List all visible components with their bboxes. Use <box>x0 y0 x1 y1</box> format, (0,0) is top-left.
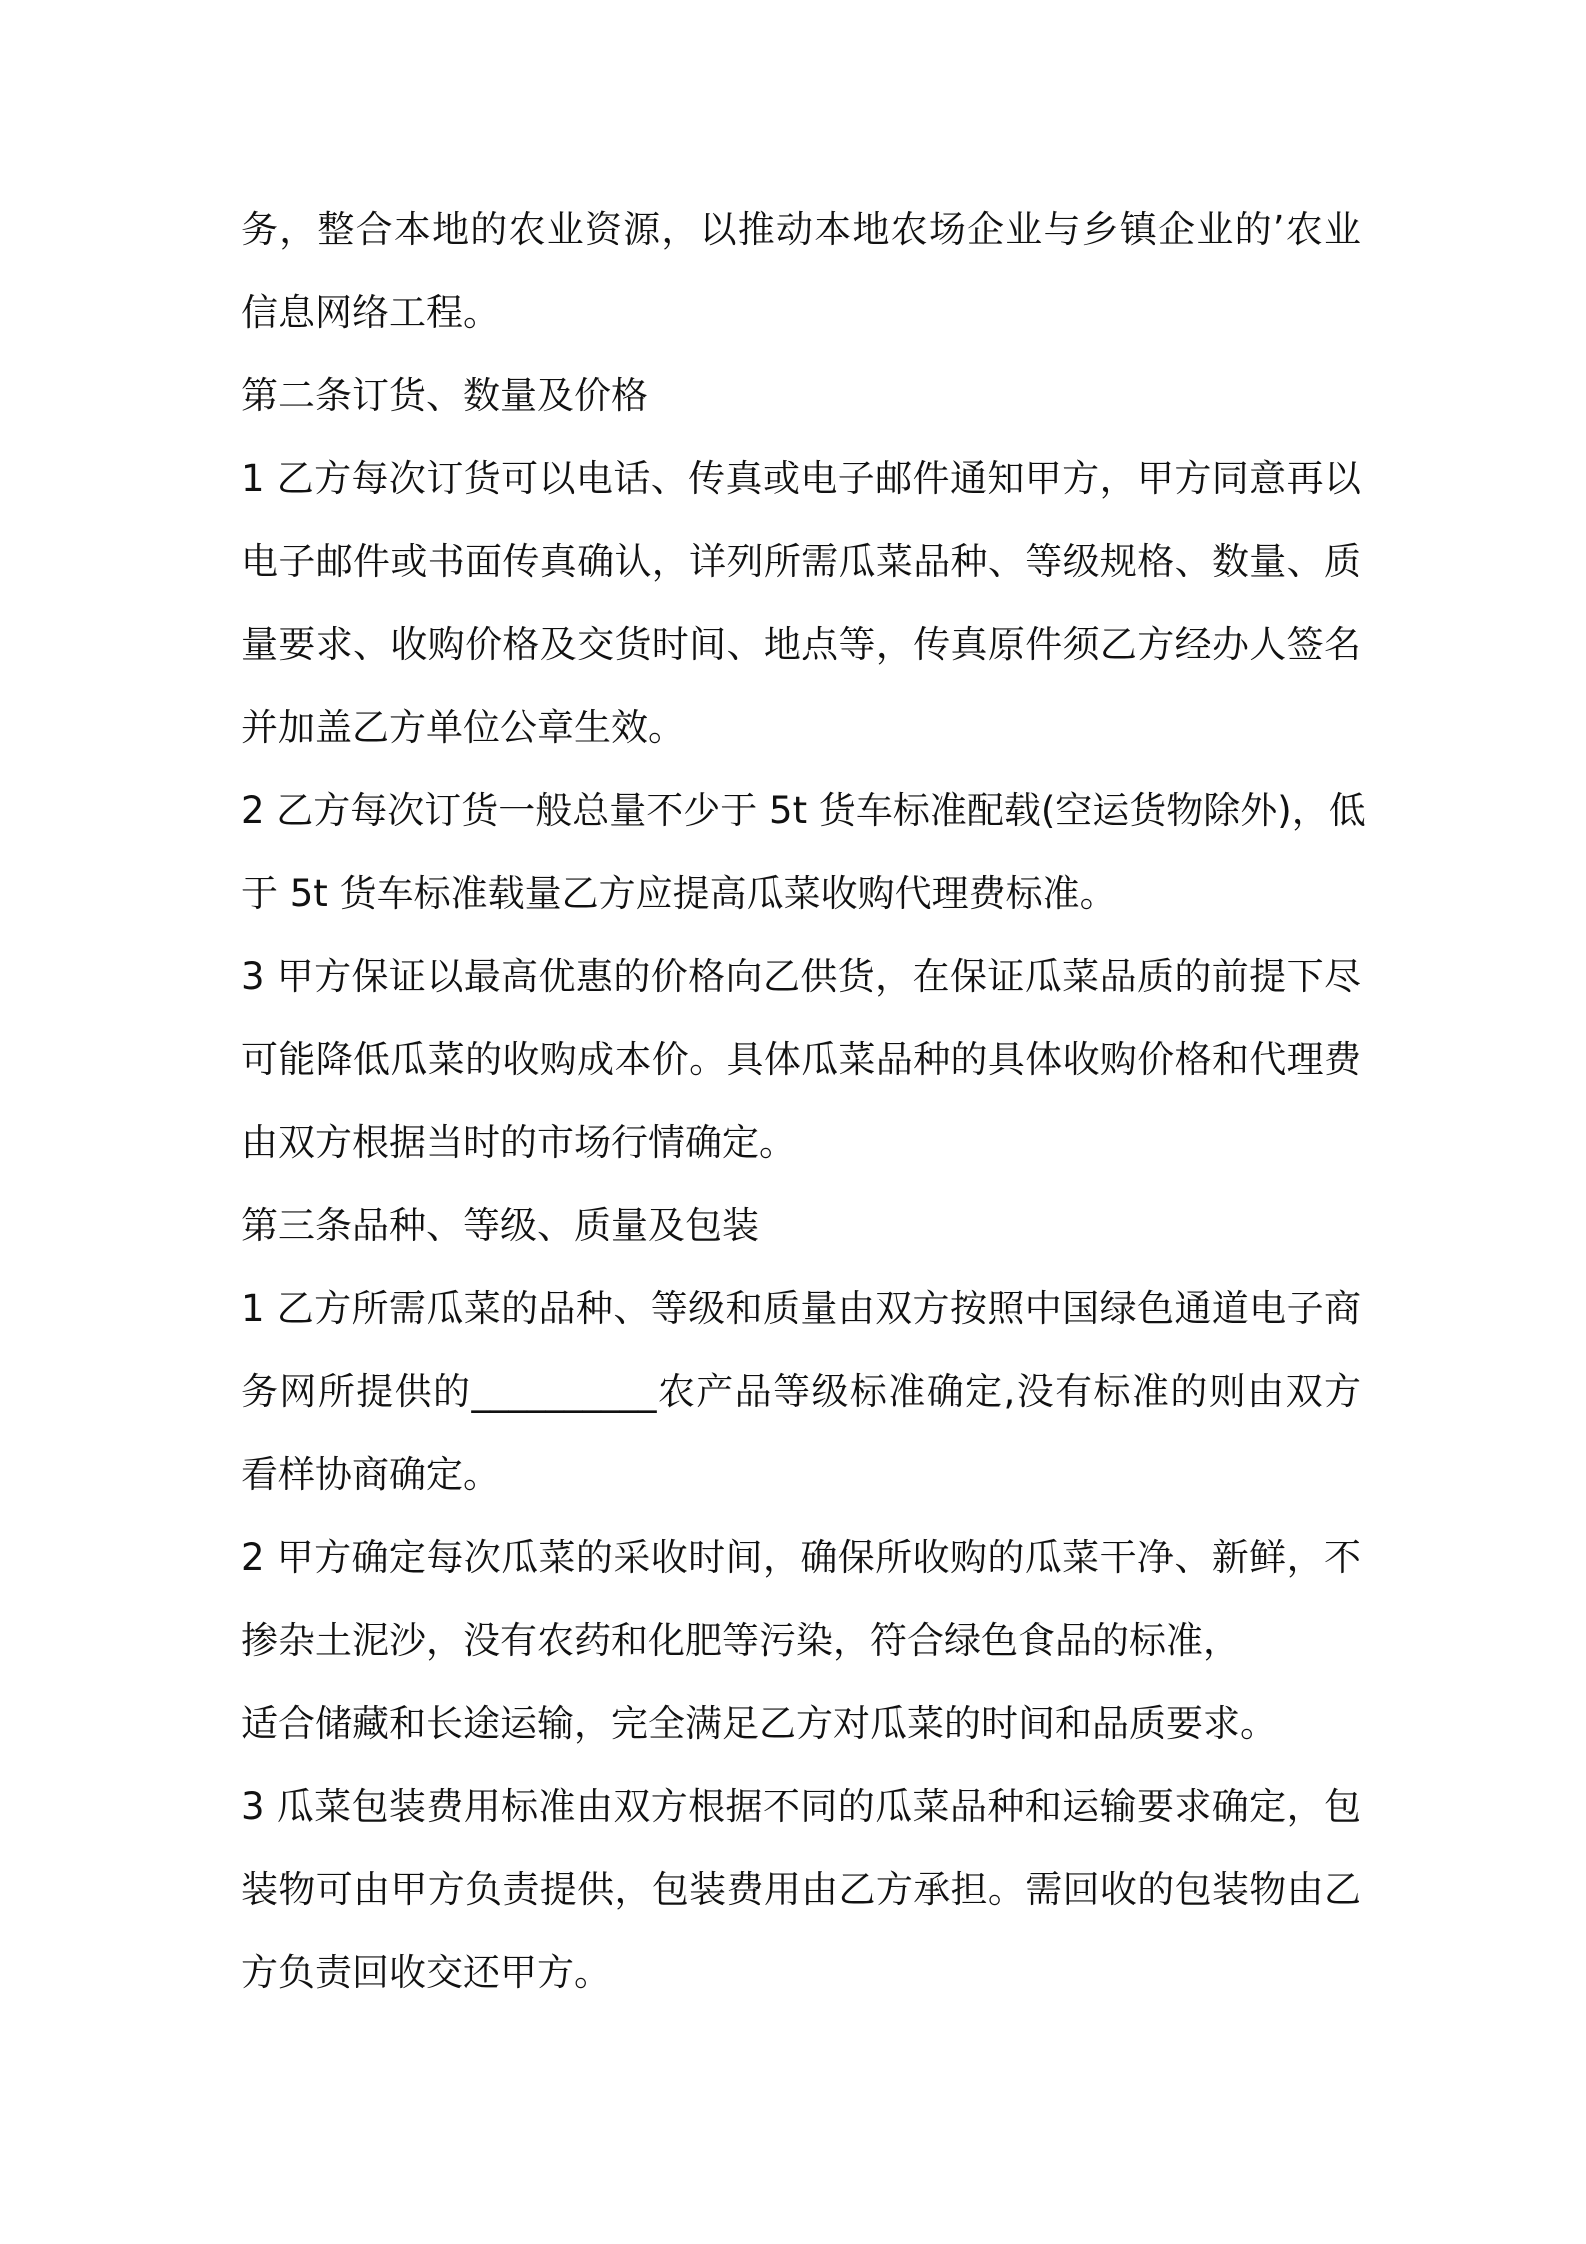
text-line: 务网所提供的__________农产品等级标准确定,没有标准的则由双方 <box>241 1370 1361 1413</box>
text-line: 于 5t 货车标准载量乙方应提高瓜菜收购代理费标准。 <box>241 872 1117 915</box>
section-heading: 第三条品种、等级、质量及包装 <box>241 1204 759 1247</box>
text-line: 务，整合本地的农业资源，以推动本地农场企业与乡镇企业的’农业 <box>241 208 1361 251</box>
text-line: 可能降低瓜菜的收购成本价。具体瓜菜品种的具体收购价格和代理费 <box>241 1038 1361 1081</box>
text-line: 适合储藏和长途运输，完全满足乙方对瓜菜的时间和品质要求。 <box>241 1702 1277 1745</box>
text-line: 2 乙方每次订货一般总量不少于 5t 货车标准配载(空运货物除外)，低 <box>241 789 1366 832</box>
text-line: 1 乙方所需瓜菜的品种、等级和质量由双方按照中国绿色通道电子商 <box>241 1287 1361 1330</box>
text-line: 2 甲方确定每次瓜菜的采收时间，确保所收购的瓜菜干净、新鲜，不 <box>241 1536 1361 1579</box>
section-heading: 第二条订货、数量及价格 <box>241 374 648 417</box>
text-line: 看样协商确定。 <box>241 1453 500 1496</box>
text-line: 电子邮件或书面传真确认，详列所需瓜菜品种、等级规格、数量、质 <box>241 540 1361 583</box>
text-line: 并加盖乙方单位公章生效。 <box>241 706 685 749</box>
text-line: 量要求、收购价格及交货时间、地点等，传真原件须乙方经办人签名 <box>241 623 1361 666</box>
text-line: 方负责回收交还甲方。 <box>241 1951 611 1994</box>
text-line: 3 瓜菜包装费用标准由双方根据不同的瓜菜品种和运输要求确定，包 <box>241 1785 1361 1828</box>
text-line: 1 乙方每次订货可以电话、传真或电子邮件通知甲方，甲方同意再以 <box>241 457 1361 500</box>
text-line: 由双方根据当时的市场行情确定。 <box>241 1121 796 1164</box>
text-line: 信息网络工程。 <box>241 291 500 334</box>
text-line: 3 甲方保证以最高优惠的价格向乙供货，在保证瓜菜品质的前提下尽 <box>241 955 1361 998</box>
text-line: 装物可由甲方负责提供，包装费用由乙方承担。需回收的包装物由乙 <box>241 1868 1361 1911</box>
text-line: 掺杂土泥沙，没有农药和化肥等污染，符合绿色食品的标准， <box>241 1619 1240 1662</box>
